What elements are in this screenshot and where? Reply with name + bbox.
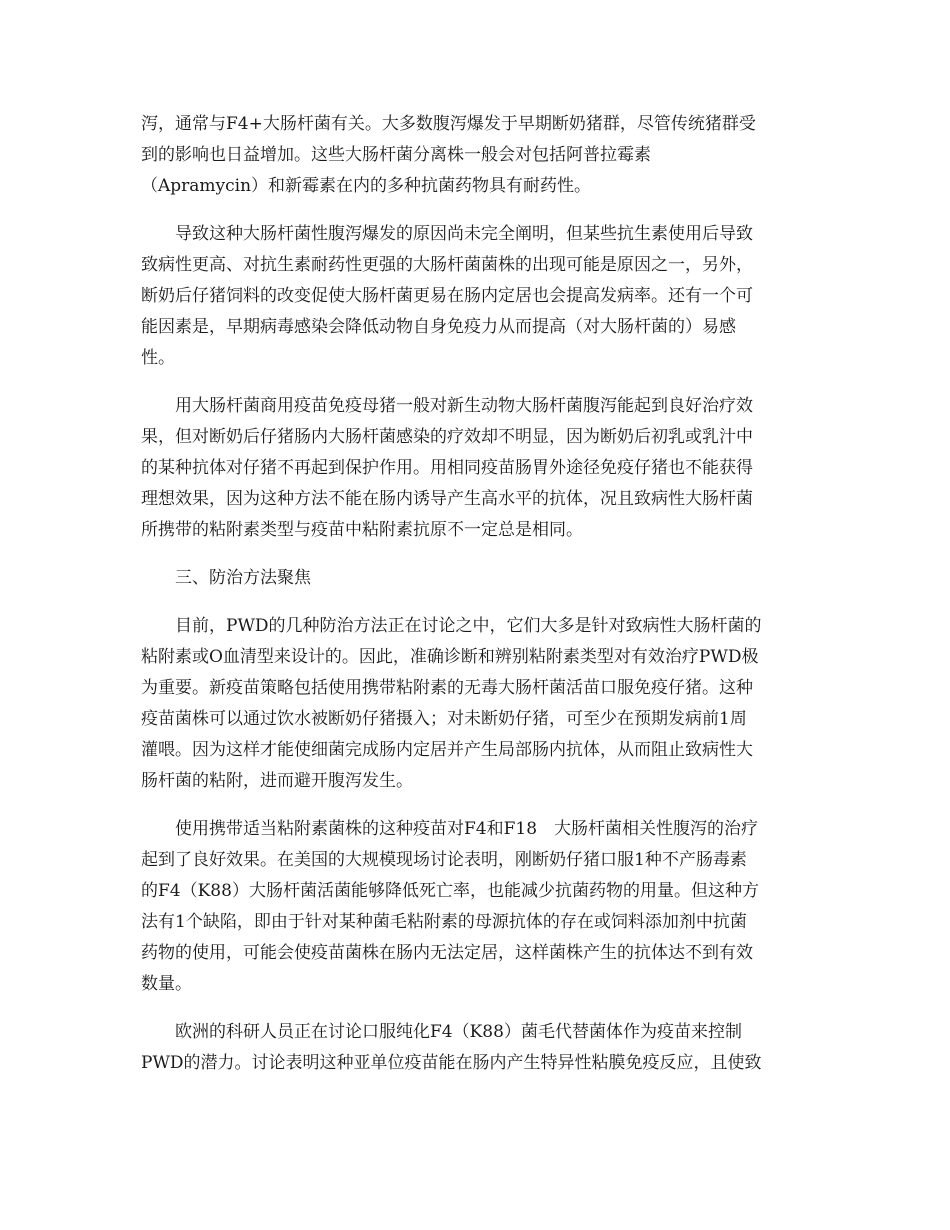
text-line: 灌喂。因为这样才能使细菌完成肠内定居并产生局部肠内抗体，从而阻止致病性大 xyxy=(141,740,753,760)
document-body xyxy=(141,109,811,1096)
paragraph-causes xyxy=(141,219,811,374)
text-line: 使用携带适当粘附素菌株的这种疫苗对F4和F18 大肠杆菌相关性腹泻的治疗 xyxy=(175,819,759,839)
text-line: 到的影响也日益增加。这些大肠杆菌分离株一般会对包括阿普拉霉素 xyxy=(141,145,651,165)
text-line: 性。 xyxy=(141,348,175,368)
text-line: 断奶后仔猪饲料的改变促使大肠杆菌更易在肠内定居也会提高发病率。还有一个可 xyxy=(141,286,753,306)
paragraph-prevention-methods xyxy=(141,611,811,797)
paragraph-european-research xyxy=(141,1017,811,1079)
text-line: 的某种抗体对仔猪不再起到保护作用。用相同疫苗肠胃外途径免疫仔猪也不能获得 xyxy=(141,458,753,478)
text-line: 果，但对断奶后仔猪肠内大肠杆菌感染的疗效却不明显，因为断奶后初乳或乳汁中 xyxy=(141,427,753,447)
text-line: 能因素是，早期病毒感染会降低动物自身免疫力从而提高（对大肠杆菌的）易感 xyxy=(141,317,736,337)
heading-line: 三、防治方法聚焦 xyxy=(175,568,311,588)
text-line: 泻，通常与F4+大肠杆菌有关。大多数腹泻爆发于早期断奶猪群，尽管传统猪群受 xyxy=(141,114,756,134)
text-line: 理想效果，因为这种方法不能在肠内诱导产生高水平的抗体，况且致病性大肠杆菌 xyxy=(141,489,753,509)
paragraph-vaccine-sows xyxy=(141,391,811,546)
text-line: 肠杆菌的粘附，进而避开腹泻发生。 xyxy=(141,771,413,791)
section-heading xyxy=(141,563,811,594)
text-line: 的F4（K88）大肠杆菌活菌能够降低死亡率，也能减少抗菌药物的用量。但这种方 xyxy=(141,881,759,901)
text-line: （Apramycin）和新霉素在内的多种抗菌药物具有耐药性。 xyxy=(141,176,592,196)
text-line: 药物的使用，可能会使疫苗菌株在肠内无法定居，这样菌株产生的抗体达不到有效 xyxy=(141,943,753,963)
text-line: PWD的潜力。讨论表明这种亚单位疫苗能在肠内产生特异性粘膜免疫反应，且使致 xyxy=(141,1053,762,1073)
text-line: 疫苗菌株可以通过饮水被断奶仔猪摄入；对未断奶仔猪，可至少在预期发病前1周 xyxy=(141,709,747,729)
paragraph-continuation xyxy=(141,109,811,202)
text-line: 起到了良好效果。在美国的大规模现场讨论表明，刚断奶仔猪口服1种不产肠毒素 xyxy=(141,850,747,870)
text-line: 为重要。新疫苗策略包括使用携带粘附素的无毒大肠杆菌活苗口服免疫仔猪。这种 xyxy=(141,678,753,698)
text-line: 欧洲的科研人员正在讨论口服纯化F4（K88）菌毛代替菌体作为疫苗来控制 xyxy=(175,1022,742,1042)
text-line: 粘附素或O血清型来设计的。因此，准确诊断和辨别粘附素类型对有效治疗PWD极 xyxy=(141,647,759,667)
text-line: 数量。 xyxy=(141,974,192,994)
text-line: 致病性更高、对抗生素耐药性更强的大肠杆菌菌株的出现可能是原因之一，另外， xyxy=(141,255,753,275)
paragraph-vaccine-results xyxy=(141,814,811,1000)
text-line: 用大肠杆菌商用疫苗免疫母猪一般对新生动物大肠杆菌腹泻能起到良好治疗效 xyxy=(175,396,753,416)
text-line: 导致这种大肠杆菌性腹泻爆发的原因尚未完全阐明，但某些抗生素使用后导致 xyxy=(175,224,753,244)
text-line: 所携带的粘附素类型与疫苗中粘附素抗原不一定总是相同。 xyxy=(141,520,583,540)
text-line: 法有1个缺陷，即由于针对某种菌毛粘附素的母源抗体的存在或饲料添加剂中抗菌 xyxy=(141,912,747,932)
text-line: 目前，PWD的几种防治方法正在讨论之中，它们大多是针对致病性大肠杆菌的 xyxy=(175,616,762,636)
